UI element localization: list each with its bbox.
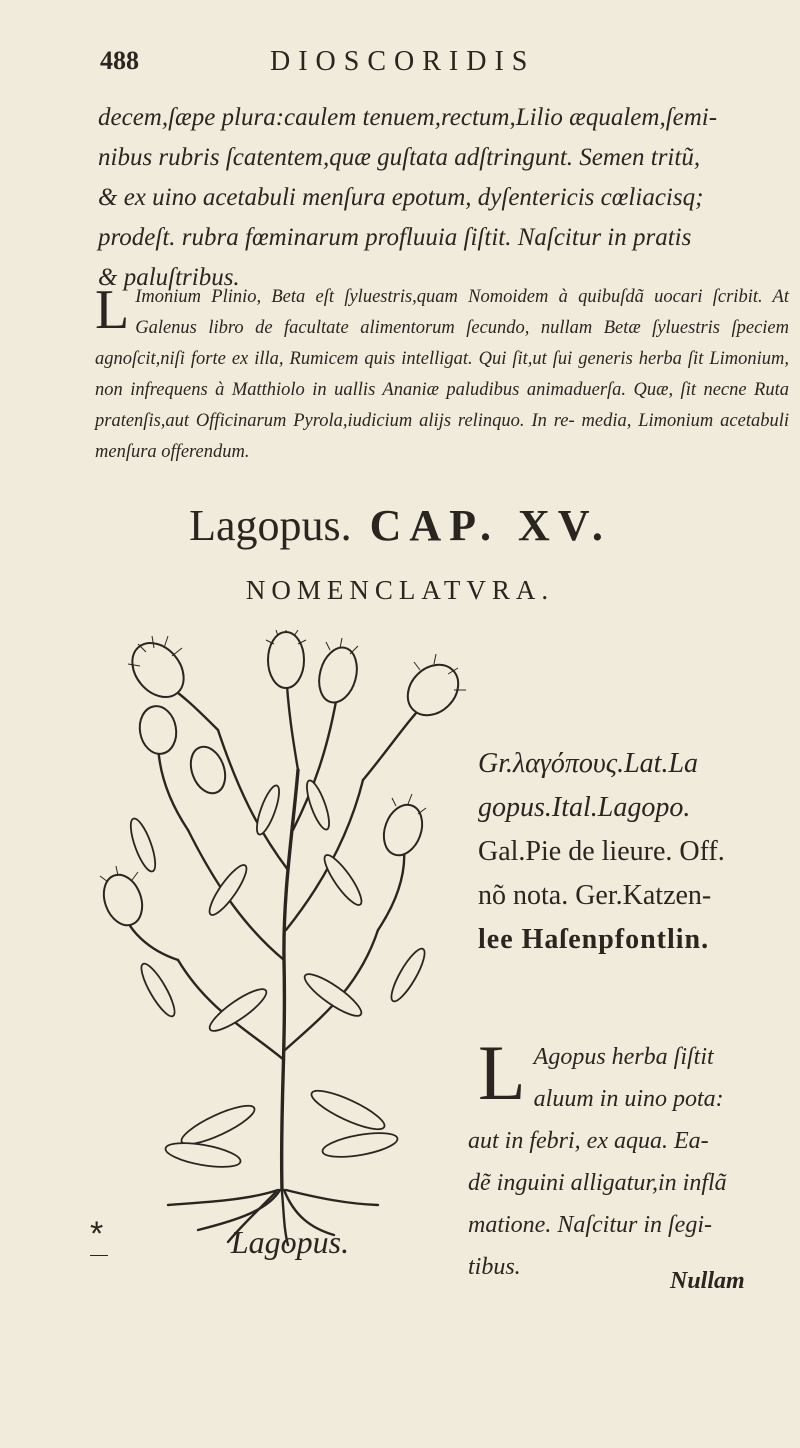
text-line: prodeſt. rubra fœminarum profluuia ſiſtit. Naſcitur in pratis (98, 224, 692, 251)
lagopus-paragraph (468, 1029, 788, 1288)
lagopus-woodcut-illustration (98, 630, 476, 1260)
page-number: 488 (100, 46, 139, 75)
names-line: nõ nota. Ger.Katzen- (478, 880, 712, 911)
text-line: matione. Naſcitur in ſegi- (468, 1212, 712, 1238)
plant-names-block (478, 742, 788, 962)
names-line: gopus.Ital.Lagopo. (478, 792, 691, 823)
footnote-marker: * (90, 1215, 104, 1253)
catchword: Nullam (670, 1268, 745, 1294)
text-line: Agopus herba ſiſtit (533, 1044, 714, 1070)
running-head: DIOSCORIDIS (270, 46, 536, 77)
drop-cap: L (95, 279, 130, 341)
text-line: aut in febri, ex aqua. Ea- (468, 1128, 709, 1154)
text-line: decem,ſæpe plura:caulem tenuem,rectum,Lilio æqualem,ſemi- (98, 104, 718, 131)
chapter-heading (0, 500, 800, 551)
marker-rule (90, 1255, 108, 1256)
top-paragraph (98, 98, 788, 298)
chapter-title: Lagopus. (189, 501, 352, 550)
text-line: tibus. (468, 1254, 521, 1280)
figure-caption: Lagopus. (230, 1224, 350, 1260)
text-line: & ex uino acetabuli menſura epotum, dyſentericis cœliacisq; (98, 184, 704, 211)
names-line: Gal.Pie de lieure. Off. (478, 836, 725, 867)
limonium-paragraph (95, 279, 789, 468)
nomenclatura-heading: NOMENCLATVRA. (245, 575, 555, 605)
text-line: & paluſtribus. (98, 264, 240, 291)
text-line: nibus rubris ſcatentem,quæ guſtata adſtringunt. Semen tritũ, (98, 144, 701, 171)
chapter-number: CAP. XV. (369, 501, 611, 550)
text-line: dẽ inguini alligatur,in inflã (468, 1170, 727, 1196)
paragraph-text: Imonium Plinio, Beta eſt ſyluestris,quam Nomoidem à quibuſdã uocari ſcribit. At Galenus libro de facultate alimentorum ſecundo, nullam Betæ ſyluestris ſpeciem agnoſcit,niſi forte ex illa, Rumicem quis intelligat. Qui ſit,ut ſui generis herba ſit Limonium, non infrequens à Matthiolo in uallis Ananiæ paludibus animaduerſa. Quæ, ſit necne Ruta pratenſis,aut Officinarum Pyrola,iudicium alijs relinquo. In re- media, Limonium acetabuli menſura offerendum. (95, 287, 789, 462)
names-line: Gr.λαγόπους.Lat.La (478, 748, 699, 779)
drop-cap: L (478, 1029, 526, 1116)
text-line: aluum in uino pota: (533, 1086, 724, 1112)
names-line: lee Haſenpfontlin. (478, 924, 710, 955)
